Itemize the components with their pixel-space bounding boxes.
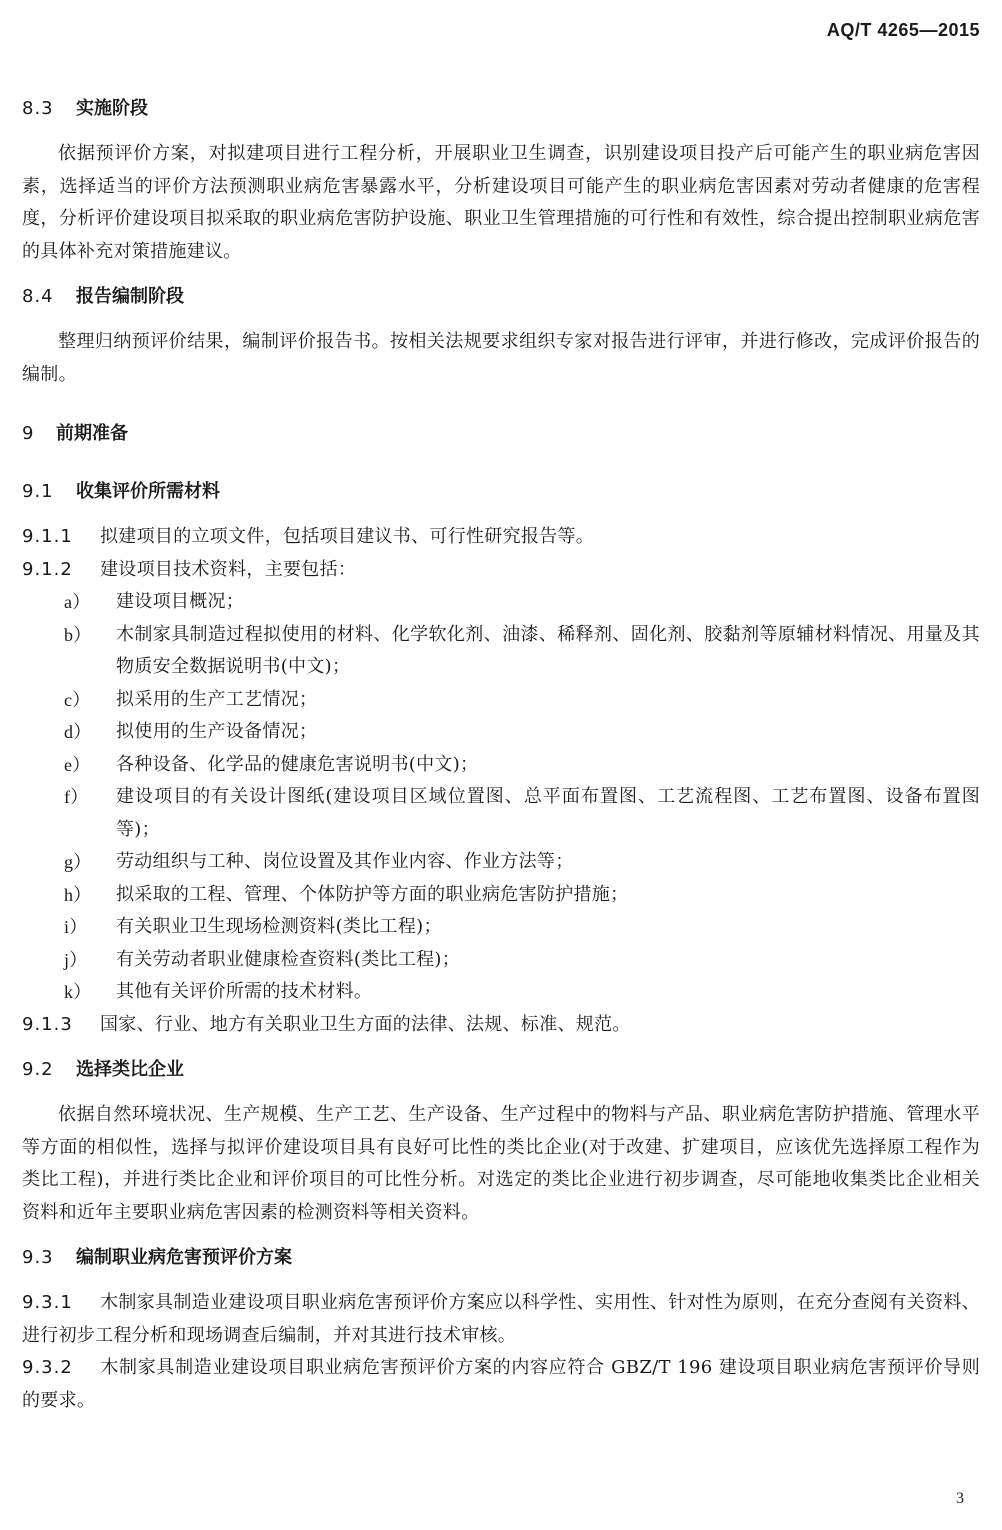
list-item — [22, 911, 980, 944]
clause-text: 国家、行业、地方有关职业卫生方面的法律、法规、标准、规范。 — [100, 1013, 631, 1035]
clause-9-3-2 — [22, 1352, 980, 1417]
list-marker: c） — [64, 689, 91, 710]
list-marker: e） — [64, 754, 91, 775]
clause-text: 木制家具制造业建设项目职业病危害预评价方案的内容应符合 GBZ/T 196 建设项目职业病危害预评价导则的要求。 — [22, 1357, 980, 1411]
section-heading-8-4 — [22, 282, 980, 312]
list-item-text: 拟采用的生产工艺情况； — [116, 688, 318, 710]
section-heading-9-2 — [22, 1055, 980, 1085]
clause-text: 建设项目技术资料，主要包括： — [100, 558, 357, 580]
section-title: 选择类比企业 — [76, 1059, 184, 1080]
list-item-text: 劳动组织与工种、岗位设置及其作业内容、作业方法等； — [116, 851, 574, 872]
list-item — [22, 944, 980, 977]
list-item-text: 有关劳动者职业健康检查资料(类比工程)； — [116, 948, 461, 970]
section-title: 实施阶段 — [76, 98, 148, 119]
list-item-text: 拟使用的生产设备情况； — [116, 721, 318, 742]
list-marker: g） — [64, 852, 92, 872]
clause-number: 9.3.2 — [22, 1357, 73, 1378]
paragraph-8-4: 整理归纳预评价结果，编制评价报告书。按相关法规要求组织专家对报告进行评审，并进行修改，完成评价报告的编制。 — [22, 331, 980, 385]
section-number: 9 — [22, 423, 35, 444]
clause-number: 9.1.2 — [22, 558, 73, 580]
list-item — [22, 586, 980, 619]
list-item-text: 有关职业卫生现场检测资料(类比工程)； — [116, 916, 442, 937]
section-title: 前期准备 — [56, 423, 128, 444]
section-title: 收集评价所需材料 — [76, 481, 220, 502]
list-item-text: 建设项目概况； — [116, 591, 245, 612]
list-item — [22, 684, 980, 717]
section-number: 9.1 — [22, 481, 54, 502]
document-body — [22, 94, 980, 1417]
section-number: 9.3 — [22, 1247, 54, 1268]
list-item-text: 其他有关评价所需的技术材料。 — [116, 981, 373, 1002]
section-title: 编制职业病危害预评价方案 — [76, 1247, 292, 1268]
list-item — [22, 716, 980, 749]
list-marker: f） — [64, 787, 89, 807]
section-number: 8.3 — [22, 98, 54, 119]
list-marker: d） — [64, 722, 92, 742]
paragraph-8-3: 依据预评价方案，对拟建项目进行工程分析，开展职业卫生调查，识别建设项目投产后可能产生的职业病危害因素，选择适当的评价方法预测职业病危害暴露水平，分析建设项目可能产生的职业病危害因素对劳动者健康的危害程度，分析评价建设项目拟采取的职业病危害防护设施、职业卫生管理措施的可行性和有效性，综合提出控制职业病危害的具体补充对策措施建议。 — [22, 143, 980, 262]
section-number: 9.2 — [22, 1059, 54, 1080]
section-number: 8.4 — [22, 286, 54, 307]
list-marker: a） — [64, 592, 91, 612]
section-heading-8-3 — [22, 94, 980, 124]
list-marker: b） — [64, 624, 92, 645]
section-heading-9 — [22, 419, 980, 449]
materials-list — [22, 586, 980, 1009]
section-title: 报告编制阶段 — [76, 286, 184, 307]
clause-9-1-3 — [22, 1009, 980, 1042]
clause-text: 木制家具制造业建设项目职业病危害预评价方案应以科学性、实用性、针对性为原则，在充分查阅有关资料、进行初步工程分析和现场调查后编制，并对其进行技术审核。 — [22, 1292, 980, 1346]
list-marker: i） — [64, 917, 88, 937]
clause-9-1-2 — [22, 554, 980, 587]
list-item — [22, 619, 980, 684]
clause-9-3-1 — [22, 1287, 980, 1352]
list-marker: j） — [64, 949, 88, 970]
clause-text: 拟建项目的立项文件，包括项目建议书、可行性研究报告等。 — [100, 526, 595, 547]
section-heading-9-3 — [22, 1243, 980, 1273]
clause-number: 9.3.1 — [22, 1292, 73, 1313]
list-item-text: 各种设备、化学品的健康危害说明书(中文)； — [116, 753, 479, 775]
list-item-text: 拟采取的工程、管理、个体防护等方面的职业病危害防护措施； — [116, 883, 629, 905]
clause-number: 9.1.3 — [22, 1013, 73, 1035]
list-item — [22, 879, 980, 912]
list-item — [22, 846, 980, 879]
list-item — [22, 781, 980, 846]
clause-number: 9.1.1 — [22, 526, 73, 547]
list-marker: h） — [64, 884, 92, 905]
paragraph-9-2: 依据自然环境状况、生产规模、生产工艺、生产设备、生产过程中的物料与产品、职业病危害防护措施、管理水平等方面的相似性，选择与拟评价建设项目具有良好可比性的类比企业(对于改建、扩建项目，应该优先选择原工程作为类比工程)，并进行类比企业和评价项目的可比性分析。对选定的类比企业进行初步调查，尽可能地收集类比企业相关资料和近年主要职业病危害因素的检测资料等相关资料。 — [22, 1104, 980, 1223]
list-item — [22, 976, 980, 1009]
page-number: 3 — [956, 1490, 964, 1507]
section-heading-9-1 — [22, 477, 980, 507]
list-item — [22, 749, 980, 782]
list-marker: k） — [64, 982, 92, 1002]
clause-9-1-1 — [22, 521, 980, 554]
list-item-text: 木制家具制造过程拟使用的材料、化学软化剂、油漆、稀释剂、固化剂、胶黏剂等原辅材料情况、用量及其物质安全数据说明书(中文)； — [116, 623, 980, 677]
list-item-text: 建设项目的有关设计图纸(建设项目区域位置图、总平面布置图、工艺流程图、工艺布置图、设备布置图等)； — [116, 786, 980, 840]
standard-code: AQ/T 4265—2015 — [826, 20, 980, 40]
